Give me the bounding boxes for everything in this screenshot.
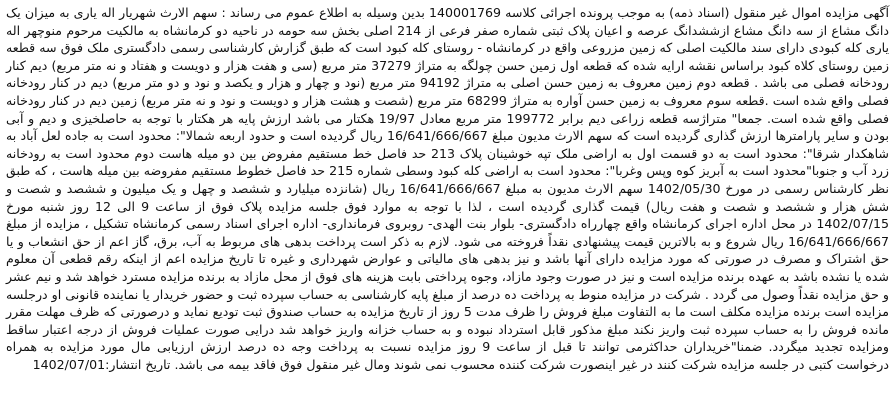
notice-body: آگهی مزایده اموال غیر منقول (اسناد ذمه) به موجب پرونده اجرائی کلاسه 140001769 بدین وسیله به اطلاع عموم می رساند : سهم الارث شهریار اله یاری به میزان یک دانگ مشاع از سه دانگ مشاع ازششدانگ عرصه و اعیان پلاک ثبتی شماره صفر فرعی از 214 اصلی بخش سه حومه در ناحیه دو کرمانشاه به مالکیت مرحوم منوچهر اله یاری کله کبودی دارای سند مالکیت اصلی که زمین مزروعی واقع در کرمانشاه - روستای کله کبود است که طبق گزارش کارشناسی رسمی دادگستری ملک فوق سه قطعه زمین روستای کلاه کبود براساس نقشه ارایه شده که قطعه اول زمین حسن چولگه به متراژ 37279 متر مربع (سی و هفت هزار و دویست و هفتاد و نه متر مربع) دیم کنار رودخانه فصلی می باشد . قطعه دوم زمین معروف به زمین حسن اصلی به متراژ 94192 متر مربع (نود و چهار و هزار و یکصد و نود و دو متر مربع) دیم در کنار رودخانه فصلی واقع شده است .قطعه سوم معروف به زمین حسن آواره به متراژ 68299 متر مربع (شصت و هشت هزار و دویست و نود و نه متر مربع) زمین دیم در کنار رودخانه فصلی واقع شده است. جمعا" متراژسه قطعه زراعی دیم برابر 199772 متر مربع معادل 19/97 هکتار می باشد ارزش پایه هر هکتار با توجه به حاصلخیزی و دیم و آبی بودن و سایر پارامترها ارزش گذاری گردیده است که سهم الارث مدیون مبلغ 16/641/666/667 ریال گردیده است و حدود اربعه شمالا": محدود است به جاده لعل آباد به شاهکدار شرقا": محدود است به دو قسمت اول به اراضی ملک تپه خوشینان پلاک 213 حد فاصل خط مستقیم مفروض بین دو میله هاست دوم محدود است به رودخانه زرد آب و جنوبا"محدود است به آبریز کوه وپس وغربا": محدود است به اراضی کله کبود وسطی شماره 215 حد فاصل خطوط مستقیم مفروضه بین میله هاست ، که طبق نظر کارشناس رسمی در مورخ 1402/05/30 سهم الارث مدیون به مبلغ 16/641/666/667 ریال (شانزده میلیارد و ششصد و چهل و یک میلیون و ششصد و شصت و شش هزار و ششصد و شصت و هفت ریال) قیمت گذاری گردیده است ، لذا با توجه به موارد فوق جلسه مزایده پلاک فوق از ساعت 9 الی 12 روز شنبه مورخ 1402/07/15 در محل اداره اجرای کرمانشاه واقع چهارراه دادگستری- بلوار بنت الهدی- روبروی فرمانداری- اداره اجرای اسناد رسمی کرمانشاه تشکیل ، مزایده از مبلغ 16/641/666/667 ریال شروع و به بالاترین قیمت پیشنهادی نقداً فروخته می شود. لازم به ذکر است پرداخت بدهی های مربوط به آب، برق، گاز اعم از حق انشعاب و یا حق اشتراک و مصرف در صورتی که مورد مزایده دارای آنها باشد و نیز بدهی های مالیاتی و عوارض شهرداری و غیره تا تاریخ مزایده اعم از اینکه رقم قطعی آن معلوم شده یا نشده باشد به عهده برنده مزایده است و نیز در صورت وجود مازاد، وجوه پرداختی بابت هزینه های فوق از محل مازاد به برنده مزایده مسترد خواهد شد و نیم عشر و حق مزایده نقداً وصول می گردد . شرکت در مزایده منوط به پرداخت ده درصد از مبلغ پایه کارشناسی به حساب سپرده ثبت و حضور خریدار یا نماینده قانونی او درجلسه مزایده است برنده مزایده مکلف است ما به التفاوت مبلغ فروش را ظرف مدت 5 روز از تاریخ مزایده به حساب صندوق ثبت تودیع نماید و درصورتی که ظرف مهلت مقرر مانده فروش را به حساب سپرده ثبت واریز نکند مبلغ مذکور قابل استرداد نبوده و به حساب خزانه واریز خواهد شد درایی صورت عملیات فروش از درجه اعتبار ساقط ومزایده تجدید میگردد. ضمنا"خریداران حداکثرمی توانند تا قبل از ساعت 9 روز مزایده نسبت به پرداخت وجه ده درصد ارزش ارزیابی مال مورد مزایده به همراه درخواست کتبی در جلسه مزایده شرکت کنند در غیر اینصورت شرکت کننده محسوب نمی شوند ومال غیر منقول فوق فاقد بیمه می باشد. تاریخ انتشار:1402/07/01 — [6, 5, 890, 372]
